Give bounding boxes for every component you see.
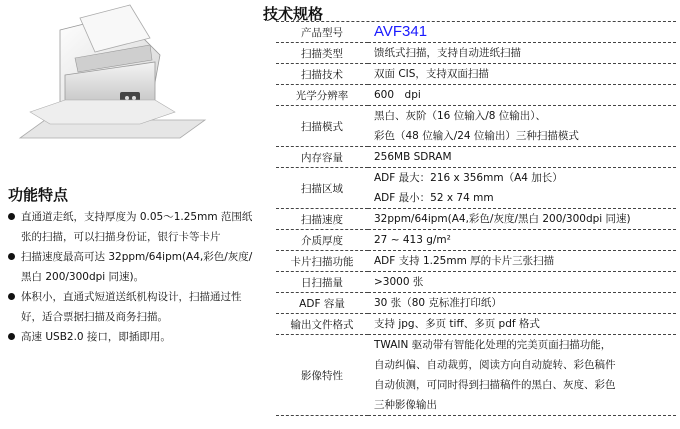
table-row xyxy=(276,85,676,106)
features-list xyxy=(8,207,258,347)
row-value: 三种影像输出 xyxy=(374,399,437,411)
table-row xyxy=(276,22,676,43)
bullet-icon xyxy=(8,253,15,260)
feature-item: 扫描速度最高可达 32ppm/64ipm(A4,彩色/灰度/黑白 200/300dpi 同速)。 xyxy=(8,247,258,287)
row-value: 30 张（80 克标准打印纸） xyxy=(374,297,502,309)
row-value: 32ppm/64ipm(A4,彩色/灰度/黑白 200/300dpi 同速) xyxy=(374,213,631,225)
table-row xyxy=(276,147,676,168)
table-row xyxy=(276,209,676,230)
row-value: 27 ~ 413 g/m² xyxy=(374,234,451,246)
scanner-product-image xyxy=(0,0,225,150)
row-value: 馈纸式扫描，支持自动进纸扫描 xyxy=(374,47,521,59)
row-label: 日扫描量 xyxy=(276,272,368,293)
row-label: 光学分辨率 xyxy=(276,85,368,106)
row-label: 扫描区域 xyxy=(276,168,368,209)
row-label: 扫描模式 xyxy=(276,106,368,147)
feature-item: 高速 USB2.0 接口，即插即用。 xyxy=(8,327,258,347)
spec-title: 技术规格 xyxy=(263,5,324,23)
row-value: 600 dpi xyxy=(374,89,421,101)
row-value: 自动侦测，可同时得到扫描稿件的黑白、灰度、彩色 xyxy=(374,379,616,391)
table-row xyxy=(276,230,676,251)
spec-table xyxy=(276,22,676,416)
table-row xyxy=(276,293,676,314)
row-label: 卡片扫描功能 xyxy=(276,251,368,272)
row-label: 扫描技术 xyxy=(276,64,368,85)
row-value: TWAIN 驱动带有智能化处理的完美页面扫描功能， xyxy=(374,339,612,351)
bullet-icon xyxy=(8,333,15,340)
table-row xyxy=(276,64,676,85)
table-row xyxy=(276,106,676,147)
feature-item: 直通道走纸，支持厚度为 0.05～1.25mm 范围纸张的扫描，可以扫描身份证，银行卡等卡片 xyxy=(8,207,258,247)
row-label: 扫描速度 xyxy=(276,209,368,230)
feature-item: 体积小，直通式短道送纸机构设计，扫描通过性好，适合票据扫描及商务扫描。 xyxy=(8,287,258,327)
bullet-icon xyxy=(8,293,15,300)
table-row xyxy=(276,335,676,416)
row-label: 内存容量 xyxy=(276,147,368,168)
row-value: ADF 最小：52 x 74 mm xyxy=(374,192,494,204)
model-value: AVF341 xyxy=(374,23,428,40)
row-value: 彩色（48 位输入/24 位输出）三种扫描模式 xyxy=(374,130,579,142)
bullet-icon xyxy=(8,213,15,220)
row-value: 双面 CIS，支持双面扫描 xyxy=(374,68,489,80)
row-label: 扫描类型 xyxy=(276,43,368,64)
row-value: 黑白、灰阶（16 位输入/8 位输出）、 xyxy=(374,110,547,122)
row-label: 介质厚度 xyxy=(276,230,368,251)
row-value: >3000 张 xyxy=(374,276,424,288)
features-title: 功能特点 xyxy=(8,186,69,204)
row-value: ADF 支持 1.25mm 厚的卡片三张扫描 xyxy=(374,255,555,267)
table-row xyxy=(276,314,676,335)
row-value: 256MB SDRAM xyxy=(374,151,452,163)
table-row xyxy=(276,43,676,64)
row-label: 产品型号 xyxy=(276,22,368,43)
row-value: ADF 最大：216 x 356mm（A4 加长） xyxy=(374,172,563,184)
table-row xyxy=(276,168,676,209)
row-label: 输出文件格式 xyxy=(276,314,368,335)
row-label: 影像特性 xyxy=(276,335,368,416)
table-row xyxy=(276,251,676,272)
row-value: 支持 jpg、多页 tiff、多页 pdf 格式 xyxy=(374,318,540,330)
table-row xyxy=(276,272,676,293)
row-value: 自动纠偏、自动裁剪，阅读方向自动旋转、彩色稿件 xyxy=(374,359,616,371)
row-label: ADF 容量 xyxy=(276,293,368,314)
